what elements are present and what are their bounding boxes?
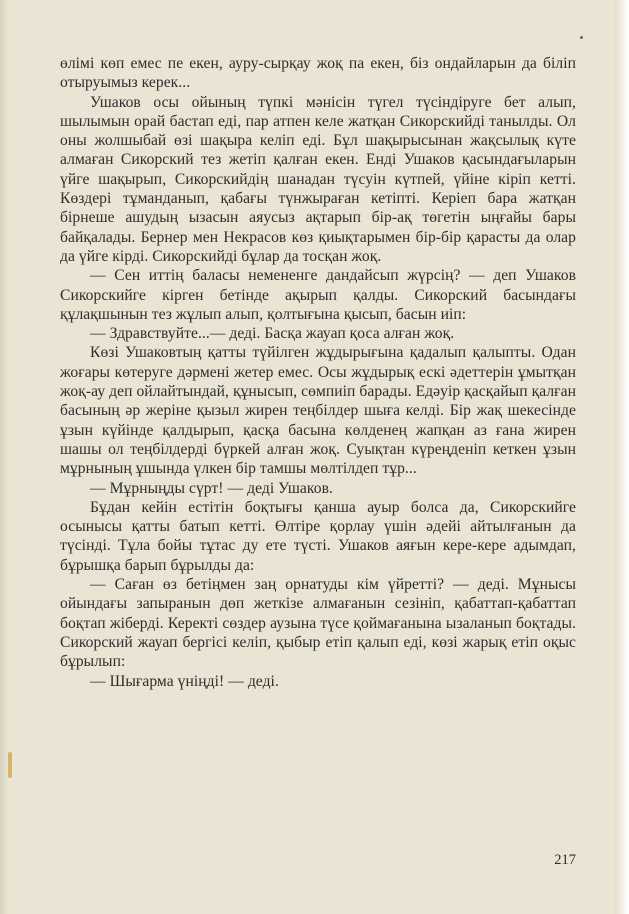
paragraph: Көзі Ушаковтың қатты түйілген жұдырығына қадалып қалыпты. Одан жоғары көтеруге дәрмені жетер емес. Осы жұдырық ескі әдеттерін ұмытқан жоқ-ау деп ойлайтындай, құнысып, сөмпиіп барады. Едәуір қасқайып қалған басының әр жеріне қызыл жирен теңбілдер шыға келді. Бір жақ шекесінде ұзын күйінде қалдырып, қасқа басына көлденең жапқан аз ғана жирен шашы ол теңбілдерді бүркей алған жоқ. Суықтан күреңденіп кеткен ұзын мұрнының ұшында үлкен бір тамшы мөлтілдеп тұр... <box>60 344 576 478</box>
margin-mark <box>8 752 12 778</box>
page-edge <box>615 0 629 914</box>
paragraph: — Мұрныңды сүрт! — деді Ушаков. <box>90 479 333 497</box>
page-gutter-shadow <box>0 0 8 914</box>
paragraph: Бұдан кейін естітін боқтығы қанша ауыр болса да, Сикорскийге осынысы қатты батып кетті. Өлтіре қорлау үшін әдейі айтылғанын да түсінді. Тұла бойы тұтас ду ете түсті. Ушаков аяғын кере-кере адымдап, бұрышқа барып бұрылды да: <box>60 498 576 574</box>
page-number: 217 <box>554 852 576 868</box>
paragraph: — Саған өз бетіңмен заң орнатуды кім үйретті? — деді. Мұнысы ойындағы запыранын дөп жеткізе алмағанын сезініп, қабаттап-қабаттап боқтап жіберді. Керекті сөздер аузына түсе қоймағанына ызаланып боқтады. Сикорский жауап бергісі келіп, қыбыр етіп қалып еді, көзі жарық етіп оқыс бұрылып: <box>60 576 576 671</box>
paragraph: — Здравствуйте...— деді. Басқа жауап қоса алған жоқ. <box>90 325 455 343</box>
paragraph: — Шығарма үніңді! — деді. <box>90 672 279 690</box>
body-text <box>60 54 576 691</box>
paragraph: өлімі көп емес пе екен, ауру-сырқау жоқ па екен, біз ондайларын да біліп отыруымыз керек... <box>60 55 576 92</box>
paper-speck <box>580 36 583 39</box>
paragraph: Ушаков осы ойының түпкі мәнісін түгел түсіндіруге бет алып, шылымын орай бастап еді, пар атпен келе жатқан Сикорскийді танылды. Ол оны жолшыбай өзі шақыра келіп еді. Бұл шақырысынан жақсылық күте алмаған Сикорский тез жетіп қалған екен. Енді Ушаков қасындағыларын үйге шақырып, Сикорскийдің шанадан түсуін күтпей, үйіне кіріп кетті. Көздері тұманданып, қабағы түнжыраған кетіпті. Керіеп бара жатқан бірнеше ашудың ызасын аяусыз ақтарып бір-ақ төгетін ыңғайы бары байқалады. Бернер мен Некрасов көз қиықтарымен бір-бір қарасты да олар да үйге кірді. Сикорскийді бұлар да тосқан жоқ. <box>60 93 576 265</box>
paragraph: — Сен иттің баласы немененге дандайсып жүрсің? — деп Ушаков Сикорскийге кірген бетінде ақырып қалды. Сикорский басындағы құлақшынын тез жұлып алып, қолтығына қысып, басын иіп: <box>60 267 576 323</box>
